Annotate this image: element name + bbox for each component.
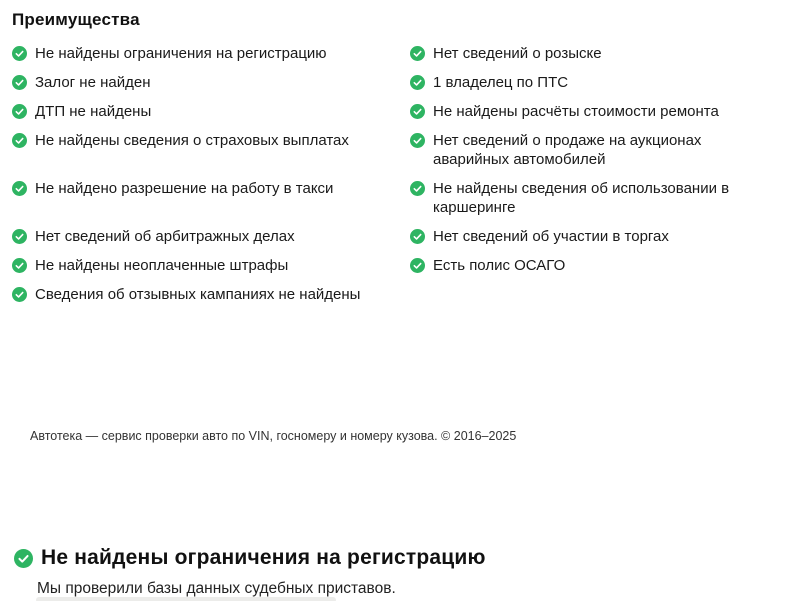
check-circle-icon [410, 258, 425, 273]
advantage-item-label: Не найдены расчёты стоимости ремонта [433, 103, 719, 120]
advantage-item [12, 256, 410, 275]
check-circle-icon [12, 287, 27, 302]
advantage-item [410, 131, 770, 169]
check-circle-icon [410, 46, 425, 61]
advantage-item [12, 131, 410, 169]
advantage-item-label: Нет сведений о розыске [433, 45, 602, 62]
check-circle-icon [12, 229, 27, 244]
advantage-item-label: Не найдены сведения об использовании в каршеринге [433, 180, 730, 216]
advantage-item-label: 1 владелец по ПТС [433, 74, 569, 91]
detail-title: Не найдены ограничения на регистрацию [41, 546, 486, 569]
advantage-item-label: Не найдены сведения о страховых выплатах [35, 132, 349, 149]
advantage-item [12, 73, 410, 92]
advantage-item-label: Сведения об отзывных кампаниях не найдены [35, 286, 361, 303]
detail-subtitle: Мы проверили базы данных судебных приставов. [37, 580, 396, 597]
advantage-item-label: ДТП не найдены [35, 103, 152, 120]
empty-cell [410, 285, 770, 304]
advantage-item [12, 285, 410, 304]
check-circle-icon [14, 549, 33, 568]
check-circle-icon [12, 104, 27, 119]
advantage-item-label: Не найдены ограничения на регистрацию [35, 45, 327, 62]
check-circle-icon [12, 181, 27, 196]
report-footer-text: Автотека — сервис проверки авто по VIN, госномеру и номеру кузова. © 2016–2025 [30, 429, 517, 443]
advantage-item [410, 73, 770, 92]
check-circle-icon [12, 46, 27, 61]
detail-heading-row [12, 546, 801, 570]
check-circle-icon [12, 75, 27, 90]
advantage-item-label: Нет сведений о продаже на аукционах аварийных автомобилей [433, 132, 702, 168]
advantage-item [12, 44, 410, 63]
detail-section [12, 546, 801, 598]
check-circle-icon [410, 181, 425, 196]
advantages-list [12, 44, 801, 304]
check-circle-icon [410, 229, 425, 244]
advantage-item [410, 102, 770, 121]
check-circle-icon [410, 104, 425, 119]
advantage-item [410, 179, 770, 217]
advantage-item [410, 256, 770, 275]
advantage-item [410, 227, 770, 246]
check-circle-icon [12, 133, 27, 148]
advantage-item [410, 44, 770, 63]
check-circle-icon [12, 258, 27, 273]
advantage-item [12, 227, 410, 246]
advantages-section-title: Преимущества [12, 10, 140, 29]
advantage-item-label: Нет сведений об участии в торгах [433, 228, 669, 245]
next-block-cutoff [36, 597, 336, 601]
advantage-item-label: Не найдено разрешение на работу в такси [35, 180, 334, 197]
check-circle-icon [410, 133, 425, 148]
advantage-item-label: Нет сведений об арбитражных делах [35, 228, 295, 245]
advantage-item-label: Есть полис ОСАГО [433, 257, 566, 274]
advantage-item-label: Не найдены неоплаченные штрафы [35, 257, 289, 274]
advantage-item-label: Залог не найден [35, 74, 151, 91]
check-circle-icon [410, 75, 425, 90]
advantage-item [12, 102, 410, 121]
advantage-item [12, 179, 410, 217]
